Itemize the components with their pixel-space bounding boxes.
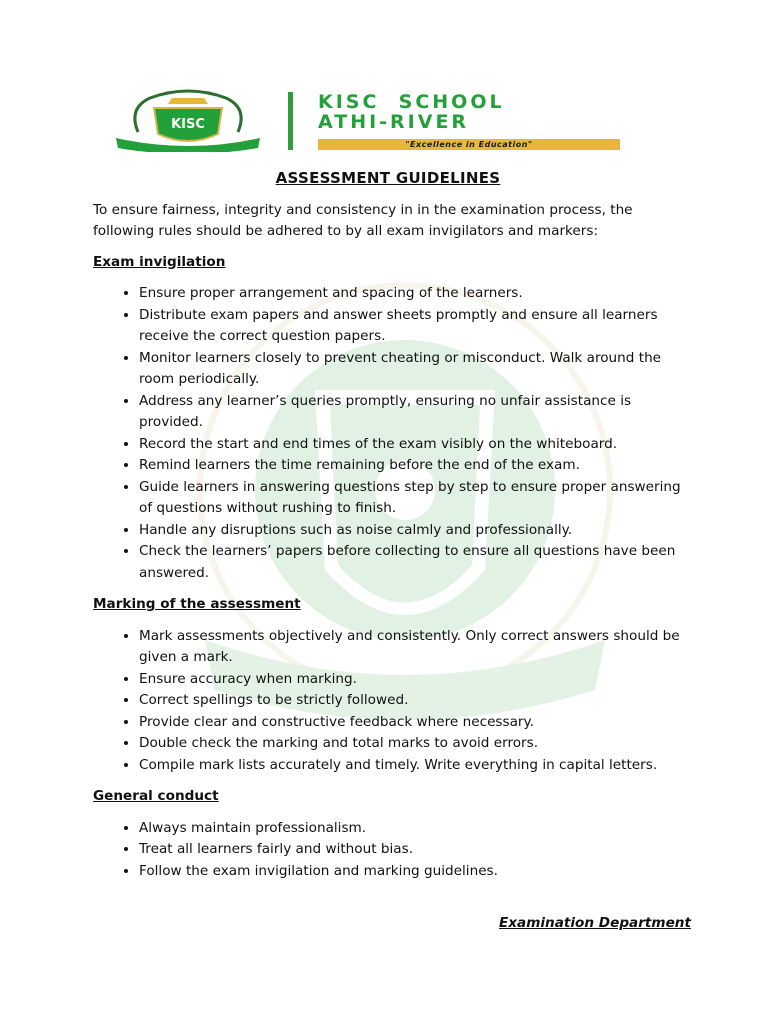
svg-text:KISC: KISC (171, 117, 205, 132)
intro-paragraph: To ensure fairness, integrity and consistency in in the examination process, the following rules should be adhered to by all exam invigilators and markers: (93, 201, 633, 239)
list-item: • Ensure accuracy when marking. (139, 669, 683, 691)
list-item: • Treat all learners fairly and without bias. (139, 839, 683, 861)
list-item: • Double check the marking and total marks to avoid errors. (139, 733, 683, 755)
list-item: • Always maintain professionalism. (139, 818, 683, 840)
conduct-list (93, 818, 683, 883)
list-item: • Follow the exam invigilation and marking guidelines. (139, 861, 683, 883)
school-motto: "Excellence in Education" (318, 139, 620, 150)
list-item: • Mark assessments objectively and consistently. Only correct answers should be given a mark. (139, 626, 683, 669)
marking-list (93, 626, 683, 777)
section-heading-conduct: General conduct (93, 788, 219, 804)
list-item: • Compile mark lists accurately and timely. Write everything in capital letters. (139, 755, 683, 777)
section-heading-invigilation: Exam invigilation (93, 253, 226, 270)
list-item: • Correct spellings to be strictly followed. (139, 690, 683, 712)
list-item: • Monitor learners closely to prevent cheating or misconduct. Walk around the room periodically. (139, 348, 683, 391)
list-item: • Handle any disruptions such as noise calmly and professionally. (139, 520, 683, 542)
signoff-department: Examination Department (499, 915, 691, 931)
document-body (93, 168, 683, 892)
list-item: • Check the learners’ papers before collecting to ensure all questions have been answered. (139, 541, 683, 584)
list-item: • Distribute exam papers and answer sheets promptly and ensure all learners receive the correct question papers. (139, 305, 683, 348)
list-item: • Ensure proper arrangement and spacing of the learners. (139, 283, 683, 305)
letterhead (108, 88, 648, 152)
page-title: ASSESSMENT GUIDELINES (275, 169, 501, 187)
list-item: • Guide learners in answering questions step by step to ensure proper answering of questions without rushing to finish. (139, 477, 683, 520)
list-item: • Provide clear and constructive feedback where necessary. (139, 712, 683, 734)
header-divider (288, 92, 293, 150)
invigilation-list (93, 283, 683, 584)
section-heading-marking: Marking of the assessment (93, 596, 301, 612)
list-item: • Remind learners the time remaining before the end of the exam. (139, 455, 683, 477)
school-name: KISC SCHOOL ATHI-RIVER (318, 91, 505, 133)
crest-logo (108, 88, 268, 152)
list-item: • Record the start and end times of the exam visibly on the whiteboard. (139, 434, 683, 456)
list-item: • Address any learner’s queries promptly, ensuring no unfair assistance is provided. (139, 391, 683, 434)
